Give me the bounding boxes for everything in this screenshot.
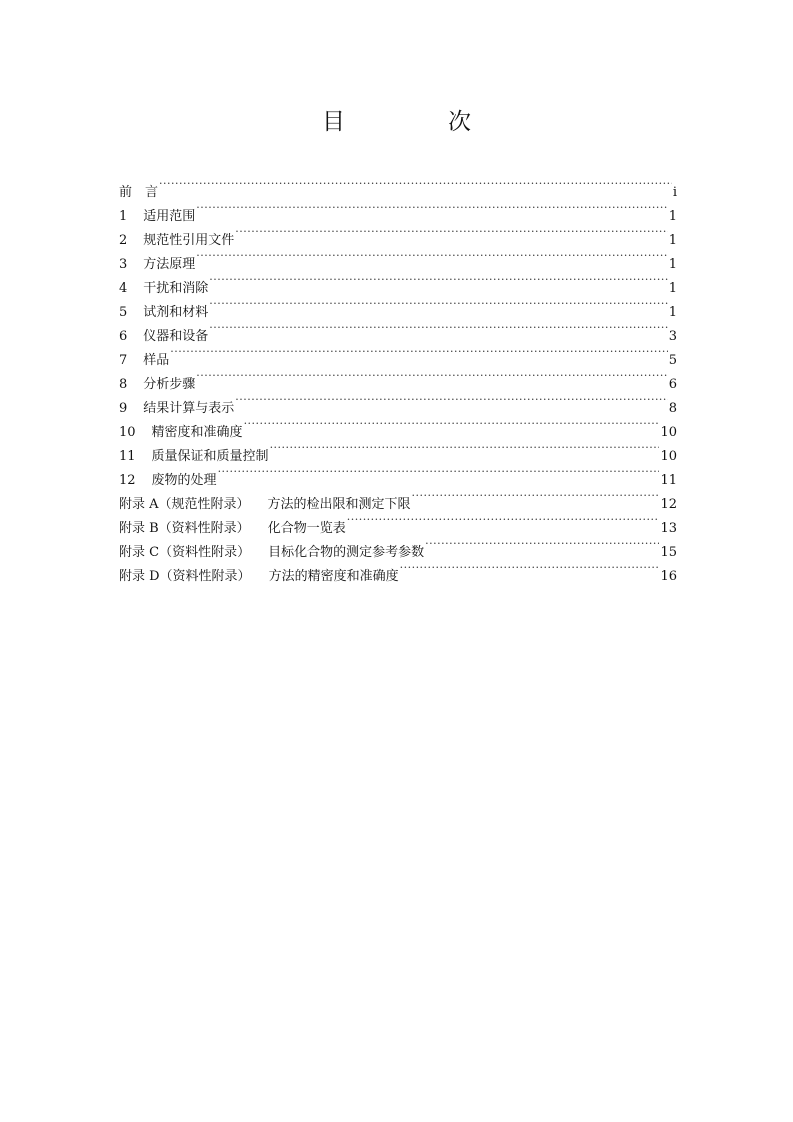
- toc-page-number: 8: [668, 401, 677, 416]
- toc-entry-title: 前 言: [119, 185, 159, 200]
- toc-entry-title: 样品: [143, 353, 170, 368]
- toc-page-number: 1: [668, 281, 677, 296]
- toc-entry-title: 目标化合物的测定参考参数: [268, 545, 425, 560]
- toc-dot-leader: [196, 196, 667, 220]
- toc-appendix-label: 附录 C（资料性附录）: [119, 545, 251, 560]
- toc-page-number: 1: [668, 257, 677, 272]
- toc-entry-3[interactable]: [119, 244, 677, 272]
- toc-entry-1[interactable]: [119, 196, 677, 224]
- toc-page-number: 1: [668, 305, 677, 320]
- toc-dot-leader: [235, 388, 667, 412]
- toc-appendix-label: 附录 B（资料性附录）: [119, 521, 250, 536]
- toc-entry-title: 干扰和消除: [143, 281, 209, 296]
- toc-dot-leader: [347, 508, 660, 532]
- toc-page-number: 3: [668, 329, 677, 344]
- toc-section-number: 11: [119, 449, 136, 464]
- toc-entry-title: 方法的精密度和准确度: [268, 569, 399, 584]
- toc-page-number: 1: [668, 233, 677, 248]
- toc-entry-title: 方法的检出限和测定下限: [267, 497, 411, 512]
- toc-section-number: 9: [119, 401, 128, 416]
- toc-entry-title: 废物的处理: [151, 473, 217, 488]
- toc-section-number: 12: [119, 473, 136, 488]
- toc-page-number: 11: [660, 473, 677, 488]
- page-title: 目 次: [322, 109, 511, 135]
- toc-section-number: 8: [119, 377, 128, 392]
- toc-section-number: 5: [119, 305, 128, 320]
- toc-section-number: 6: [119, 329, 128, 344]
- toc-dot-leader: [412, 484, 660, 508]
- toc-entry-foreword[interactable]: [119, 172, 677, 200]
- toc-entry-7[interactable]: [119, 340, 677, 368]
- toc-page-number: 1: [668, 209, 677, 224]
- toc-entry-title: 适用范围: [143, 209, 196, 224]
- toc-entry-title: 结果计算与表示: [143, 401, 235, 416]
- toc-section-number: 1: [119, 209, 128, 224]
- toc-dot-leader: [270, 436, 660, 460]
- toc-entry-title: 质量保证和质量控制: [151, 449, 269, 464]
- toc-dot-leader: [235, 220, 667, 244]
- toc-dot-leader: [400, 556, 660, 580]
- toc-section-number: 7: [119, 353, 128, 368]
- toc-dot-leader: [244, 412, 660, 436]
- toc-dot-leader: [159, 172, 672, 196]
- toc-entry-9[interactable]: [119, 388, 677, 416]
- toc-entry-title: 化合物一览表: [267, 521, 346, 536]
- toc-dot-leader: [170, 340, 667, 364]
- toc-dot-leader: [209, 316, 667, 340]
- toc-dot-leader: [209, 292, 667, 316]
- toc-dot-leader: [209, 268, 667, 292]
- toc-page-number: 13: [660, 521, 677, 536]
- toc-dot-leader: [196, 244, 667, 268]
- toc-page-number: 10: [660, 425, 677, 440]
- toc-appendix-label: 附录 A（规范性附录）: [119, 497, 250, 512]
- toc-section-number: 3: [119, 257, 128, 272]
- toc-page-number: 12: [660, 497, 677, 512]
- toc-entry-2[interactable]: [119, 220, 677, 248]
- toc-dot-leader: [218, 460, 660, 484]
- toc-entry-title: 分析步骤: [143, 377, 196, 392]
- toc-entry-title: 精密度和准确度: [151, 425, 243, 440]
- toc-page-number: 10: [660, 449, 677, 464]
- toc-dot-leader: [196, 364, 667, 388]
- table-of-contents: [119, 172, 677, 584]
- toc-page-number: 6: [668, 377, 677, 392]
- toc-entry-title: 试剂和材料: [143, 305, 209, 320]
- toc-appendix-label: 附录 D（资料性附录）: [119, 569, 251, 584]
- toc-section-number: 4: [119, 281, 128, 296]
- toc-page-number: i: [672, 185, 677, 200]
- toc-section-number: 10: [119, 425, 136, 440]
- toc-entry-title: 方法原理: [143, 257, 196, 272]
- toc-dot-leader: [425, 532, 659, 556]
- toc-section-number: 2: [119, 233, 128, 248]
- toc-page-number: 16: [660, 569, 677, 584]
- toc-entry-8[interactable]: [119, 364, 677, 392]
- toc-entry-title: 仪器和设备: [143, 329, 209, 344]
- toc-entry-title: 规范性引用文件: [143, 233, 235, 248]
- toc-page-number: 15: [660, 545, 677, 560]
- toc-page-number: 5: [668, 353, 677, 368]
- toc-entry-4[interactable]: [119, 268, 677, 296]
